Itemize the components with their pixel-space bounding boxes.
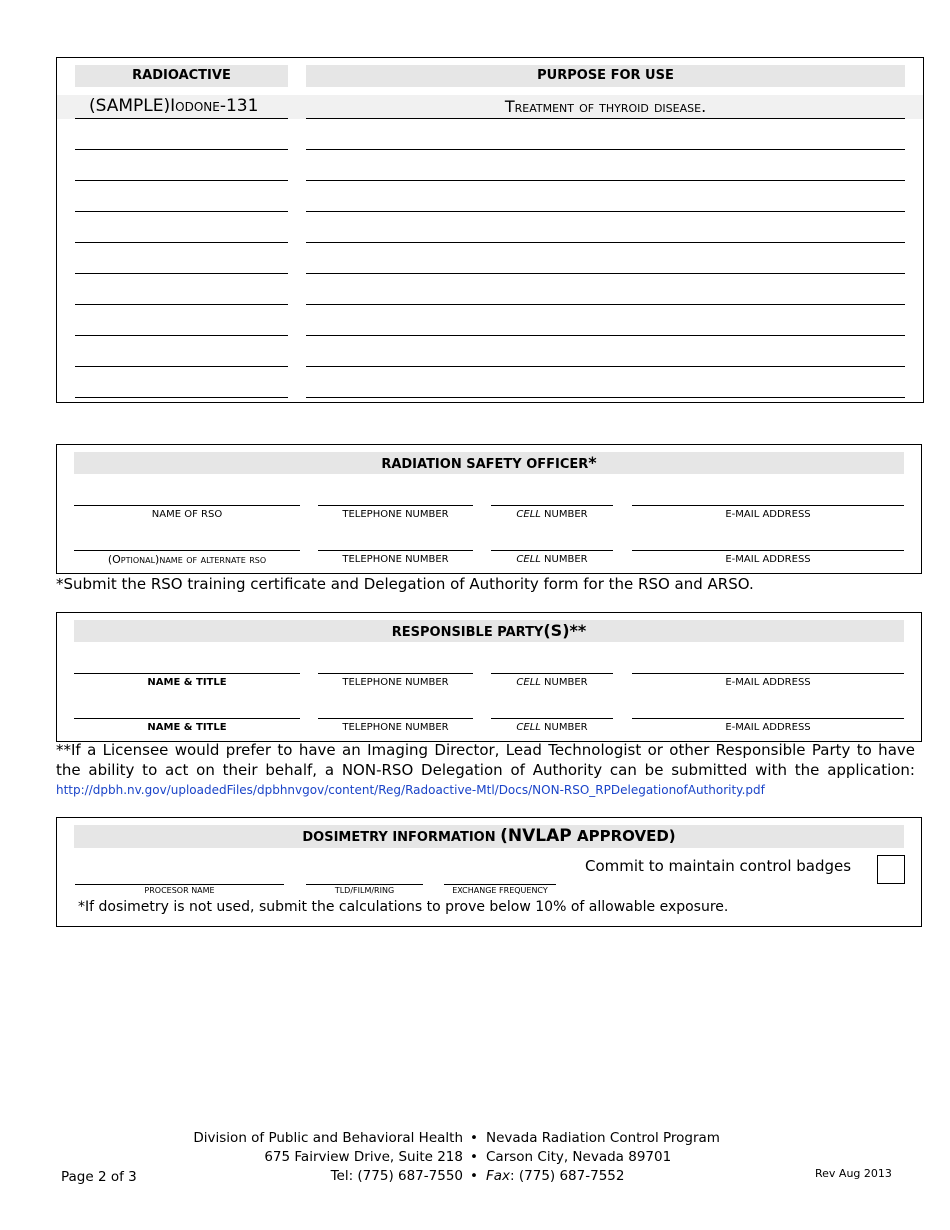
rso-email-field[interactable] bbox=[632, 505, 904, 506]
rso-name-field[interactable] bbox=[74, 505, 300, 506]
purpose-line[interactable] bbox=[306, 180, 905, 181]
rso-name-label: NAME OF RSO bbox=[151, 509, 223, 520]
material-line[interactable] bbox=[75, 118, 288, 119]
party-phone-field[interactable] bbox=[318, 673, 473, 674]
footer-fax bbox=[486, 1167, 624, 1186]
sample-material[interactable]: (SAMPLE)Iodone-131 bbox=[89, 96, 259, 116]
exchange-frequency-label: EXCHANGE FREQUENCY bbox=[452, 886, 548, 895]
alt-rso-cell-label bbox=[491, 554, 613, 565]
material-line[interactable] bbox=[75, 304, 288, 305]
purpose-line[interactable] bbox=[306, 366, 905, 367]
exchange-frequency-field[interactable] bbox=[444, 884, 556, 885]
alt-rso-name-label: (Optional)name of alternate rso bbox=[107, 553, 267, 566]
purpose-line[interactable] bbox=[306, 335, 905, 336]
purpose-line[interactable] bbox=[306, 211, 905, 212]
cell-number-word: NUMBER bbox=[544, 722, 588, 733]
cell-number-word: NUMBER bbox=[544, 509, 588, 520]
party-phone-label: TELEPHONE NUMBER bbox=[342, 677, 449, 688]
processor-name-label: PROCESOR NAME bbox=[144, 886, 215, 895]
party2-name-label: NAME & TITLE bbox=[147, 722, 227, 733]
dosimetry-title bbox=[74, 825, 904, 848]
dosimetry-section bbox=[56, 817, 922, 927]
footer-bullet: • bbox=[470, 1168, 478, 1184]
delegation-link[interactable]: http://dpbh.nv.gov/uploadedFiles/dpbhnvgov/content/Reg/Radoactive-Mtl/Docs/NON-RSO_RPDelegationofAuthority.pdf bbox=[56, 783, 765, 797]
alt-rso-email-field[interactable] bbox=[632, 550, 904, 551]
rso-section bbox=[56, 444, 922, 574]
footer-tel: Tel: (775) 687-7550 bbox=[330, 1168, 463, 1184]
purpose-line[interactable] bbox=[306, 242, 905, 243]
revision-date: Rev Aug 2013 bbox=[815, 1167, 892, 1180]
party2-cell-field[interactable] bbox=[491, 718, 613, 719]
party-email-field[interactable] bbox=[632, 673, 904, 674]
party-cell-field[interactable] bbox=[491, 673, 613, 674]
alt-rso-name-field[interactable] bbox=[74, 550, 300, 551]
cell-word: CELL bbox=[516, 722, 541, 733]
material-line[interactable] bbox=[75, 211, 288, 212]
responsible-party-section bbox=[56, 612, 922, 742]
dosimetry-title-b: (NVLAP bbox=[500, 826, 572, 846]
footer-org-left: Division of Public and Behavioral Health bbox=[193, 1130, 463, 1146]
purpose-line[interactable] bbox=[306, 118, 905, 119]
material-line[interactable] bbox=[75, 366, 288, 367]
purpose-line[interactable] bbox=[306, 304, 905, 305]
purpose-line[interactable] bbox=[306, 273, 905, 274]
dosimetry-title-c: APPROVED) bbox=[571, 827, 676, 845]
footer-addr-left: 675 Fairview Drive, Suite 218 bbox=[264, 1149, 463, 1165]
alt-rso-cell-field[interactable] bbox=[491, 550, 613, 551]
material-line[interactable] bbox=[75, 397, 288, 398]
material-line[interactable] bbox=[75, 273, 288, 274]
materials-table bbox=[56, 57, 924, 403]
party-name-field[interactable] bbox=[74, 673, 300, 674]
commit-checkbox[interactable] bbox=[877, 855, 905, 884]
material-line[interactable] bbox=[75, 242, 288, 243]
cell-number-word: NUMBER bbox=[544, 677, 588, 688]
alt-rso-email-label: E-MAIL ADDRESS bbox=[725, 554, 811, 565]
dosimetry-title-a: DOSIMETRY INFORMATION bbox=[302, 830, 501, 845]
alt-rso-phone-field[interactable] bbox=[318, 550, 473, 551]
footer-addr-right: Carson City, Nevada 89701 bbox=[486, 1149, 672, 1165]
party2-phone-label: TELEPHONE NUMBER bbox=[342, 722, 449, 733]
tld-film-ring-label: TLD/FILM/RING bbox=[334, 886, 395, 895]
footer-org-right: Nevada Radiation Control Program bbox=[486, 1130, 720, 1146]
rso-cell-label bbox=[491, 509, 613, 520]
rso-title bbox=[74, 452, 904, 474]
page-number: Page 2 of 3 bbox=[61, 1169, 137, 1185]
footer-bullet: • bbox=[470, 1130, 478, 1146]
party2-phone-field[interactable] bbox=[318, 718, 473, 719]
party-name-label: NAME & TITLE bbox=[147, 677, 227, 688]
rso-title-mark: * bbox=[588, 453, 597, 472]
dosimetry-note: *If dosimetry is not used, submit the calculations to prove below 10% of allowable exposure. bbox=[78, 899, 729, 915]
party2-email-label: E-MAIL ADDRESS bbox=[725, 722, 811, 733]
rso-email-label: E-MAIL ADDRESS bbox=[725, 509, 811, 520]
rso-phone-label: TELEPHONE NUMBER bbox=[342, 509, 449, 520]
party2-cell-label bbox=[491, 722, 613, 733]
cell-word: CELL bbox=[516, 554, 541, 565]
responsible-note bbox=[56, 741, 915, 801]
material-line[interactable] bbox=[75, 149, 288, 150]
responsible-party-title bbox=[74, 620, 904, 642]
commit-label: Commit to maintain control badges bbox=[585, 857, 852, 875]
rso-phone-field[interactable] bbox=[318, 505, 473, 506]
purpose-header: PURPOSE FOR USE bbox=[306, 65, 905, 87]
purpose-line[interactable] bbox=[306, 149, 905, 150]
rso-cell-field[interactable] bbox=[491, 505, 613, 506]
radioactive-header: RADIOACTIVE bbox=[75, 65, 288, 87]
alt-rso-phone-label: TELEPHONE NUMBER bbox=[342, 554, 449, 565]
processor-name-field[interactable] bbox=[75, 884, 284, 885]
party2-email-field[interactable] bbox=[632, 718, 904, 719]
rso-note: *Submit the RSO training certificate and Delegation of Authority form for the RSO and ARSO. bbox=[56, 575, 754, 593]
responsible-title-text: RESPONSIBLE PARTY bbox=[391, 625, 544, 640]
fax-word: Fax bbox=[486, 1168, 511, 1184]
responsible-title-suffix: (S)** bbox=[543, 621, 587, 640]
fax-number: : (775) 687-7552 bbox=[510, 1168, 625, 1184]
cell-number-word: NUMBER bbox=[544, 554, 588, 565]
tld-film-ring-field[interactable] bbox=[306, 884, 423, 885]
rso-title-text: RADIATION SAFETY OFFICER bbox=[381, 457, 589, 472]
footer-bullet: • bbox=[470, 1149, 478, 1165]
responsible-note-text: **If a Licensee would prefer to have an Imaging Director, Lead Technologist or other Responsible Party to have the ability to act on their behalf, a NON-RSO Delegation of Authority can be submitted with the application: bbox=[56, 741, 915, 779]
cell-word: CELL bbox=[516, 509, 541, 520]
party-email-label: E-MAIL ADDRESS bbox=[725, 677, 811, 688]
purpose-line[interactable] bbox=[306, 397, 905, 398]
sample-purpose[interactable]: Treatment of thyroid disease. bbox=[504, 97, 707, 116]
party-cell-label bbox=[491, 677, 613, 688]
material-line[interactable] bbox=[75, 335, 288, 336]
party2-name-field[interactable] bbox=[74, 718, 300, 719]
material-line[interactable] bbox=[75, 180, 288, 181]
cell-word: CELL bbox=[516, 677, 541, 688]
